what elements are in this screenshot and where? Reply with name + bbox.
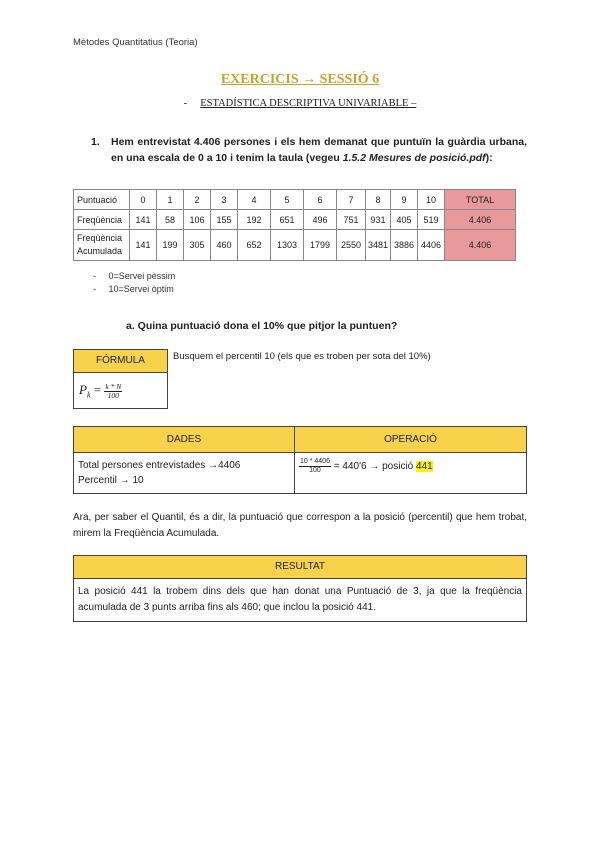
table-row bbox=[74, 210, 516, 230]
table-cell: 3481 bbox=[366, 230, 391, 261]
table-cell: 652 bbox=[238, 230, 271, 261]
formula-body bbox=[74, 373, 167, 408]
page-title: EXERCICIS → SESSIÓ 6 bbox=[220, 72, 380, 87]
table-cell: 199 bbox=[157, 230, 184, 261]
dades-cell bbox=[74, 453, 295, 494]
total-cell: 4.406 bbox=[445, 210, 516, 230]
table-cell: 9 bbox=[391, 190, 418, 210]
legend-text: 10=Servei òptim bbox=[108, 284, 174, 294]
table-cell: 2 bbox=[184, 190, 211, 210]
table-cell: 1 bbox=[157, 190, 184, 210]
table-cell: 4406 bbox=[418, 230, 445, 261]
formula-header: FÓRMULA bbox=[74, 350, 167, 373]
section-subtitle bbox=[0, 98, 600, 109]
operacio-cell bbox=[295, 453, 527, 494]
row-label: Freqüència bbox=[74, 210, 130, 230]
table-cell: 106 bbox=[184, 210, 211, 230]
table-cell: 4 bbox=[238, 190, 271, 210]
explanation-paragraph: Ara, per saber el Quantil, és a dir, la puntuació que correspon a la posició (percentil) que hem trobat, mirem la Freqüència Acumulada. bbox=[73, 512, 527, 539]
legend-item: - 10=Servei òptim bbox=[93, 284, 174, 294]
table-cell: 0 bbox=[130, 190, 157, 210]
frequency-table bbox=[73, 189, 516, 261]
table-cell: 141 bbox=[130, 230, 157, 261]
question-a: a. Quina puntuació dona el 10% que pitjor la puntuen? bbox=[126, 320, 398, 332]
formula-box bbox=[73, 349, 168, 409]
subtitle-text: ESTADÍSTICA DESCRIPTIVA UNIVARIABLE – bbox=[200, 98, 417, 109]
formula-sub: k bbox=[86, 390, 91, 400]
table-cell: 58 bbox=[157, 210, 184, 230]
table-row bbox=[74, 453, 527, 494]
question-text: Hem entrevistat 4.406 persones i els hem demanat que puntuïn la guàrdia urbana, en una escala de 0 a 10 i tenim la taula (vegeu bbox=[111, 136, 527, 164]
row-label: Freqüència Acumulada bbox=[74, 230, 130, 261]
table-cell: 6 bbox=[304, 190, 337, 210]
table-cell: 405 bbox=[391, 210, 418, 230]
operation-denominator: 100 bbox=[309, 467, 321, 474]
data-operation-table bbox=[73, 426, 527, 494]
table-cell: 141 bbox=[130, 210, 157, 230]
table-cell: 519 bbox=[418, 210, 445, 230]
table-cell: 3886 bbox=[391, 230, 418, 261]
result-box bbox=[73, 555, 527, 622]
operation-highlight: 441 bbox=[416, 461, 433, 473]
table-cell: 5 bbox=[271, 190, 304, 210]
table-cell: 10 bbox=[418, 190, 445, 210]
formula-description: Busquem el percentil 10 (els que es troben per sota del 10%) bbox=[173, 351, 431, 362]
question-text-end: ): bbox=[485, 152, 493, 164]
dades-line: Total persones entrevistades →4406 bbox=[78, 460, 241, 471]
table-cell: 8 bbox=[366, 190, 391, 210]
table-cell: 651 bbox=[271, 210, 304, 230]
table-cell: 1303 bbox=[271, 230, 304, 261]
table-cell: 192 bbox=[238, 210, 271, 230]
table-cell: 305 bbox=[184, 230, 211, 261]
table-cell: 751 bbox=[337, 210, 366, 230]
table-cell: 460 bbox=[211, 230, 238, 261]
legend-item: - 0=Servei pèssim bbox=[93, 271, 176, 281]
question-reference: 1.5.2 Mesures de posició.pdf bbox=[342, 152, 486, 164]
question-number: 1. bbox=[91, 136, 100, 148]
table-cell: 496 bbox=[304, 210, 337, 230]
formula-eq: = bbox=[93, 382, 102, 397]
result-header: RESULTAT bbox=[74, 556, 526, 579]
page-header: Mètodes Quantitatius (Teoria) bbox=[73, 37, 198, 48]
table-cell: 931 bbox=[366, 210, 391, 230]
dades-header: DADES bbox=[74, 427, 295, 453]
table-cell: 155 bbox=[211, 210, 238, 230]
table-row bbox=[74, 190, 516, 210]
table-row bbox=[74, 230, 516, 261]
formula-lhs: P bbox=[79, 382, 87, 397]
subtitle-dash: - bbox=[183, 98, 188, 109]
operation-result: = 440'6 → posició bbox=[333, 461, 414, 473]
table-cell: 1799 bbox=[304, 230, 337, 261]
table-header-row bbox=[74, 427, 527, 453]
dades-line: Percentil → 10 bbox=[78, 475, 144, 486]
formula-denominator: 100 bbox=[107, 390, 119, 400]
question-1 bbox=[91, 134, 527, 166]
formula-numerator: k * N bbox=[105, 381, 122, 391]
result-text: La posició 441 la trobem dins dels que han donat una Puntuació de 3, ja que la freqüència acumulada de 3 punts arriba fins als 460; que inclou la posició 441. bbox=[78, 586, 522, 613]
operacio-header: OPERACIÓ bbox=[295, 427, 527, 453]
total-cell: 4.406 bbox=[445, 230, 516, 261]
operation-numerator: 10 * 4406 bbox=[300, 458, 330, 465]
row-label: Puntuació bbox=[74, 190, 130, 210]
table-cell: 7 bbox=[337, 190, 366, 210]
table-cell: 2550 bbox=[337, 230, 366, 261]
legend-text: 0=Servei pèssim bbox=[108, 271, 176, 281]
total-cell: TOTAL bbox=[445, 190, 516, 210]
table-cell: 3 bbox=[211, 190, 238, 210]
